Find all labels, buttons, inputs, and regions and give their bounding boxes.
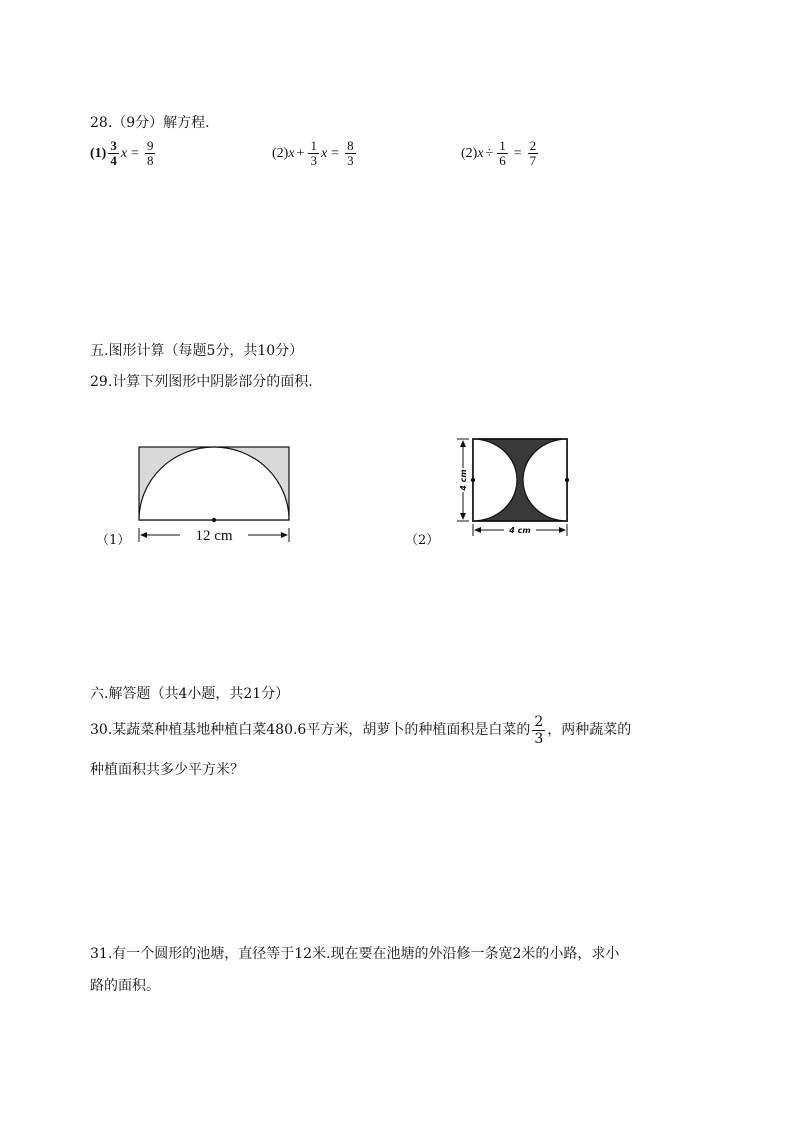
section5-title: 五.图形计算（每题5分，共10分） — [90, 343, 304, 359]
fig1-arrow-left — [140, 532, 147, 538]
eq1-rhs-num: 9 — [146, 138, 154, 153]
fig2-left-dot — [471, 478, 475, 482]
q29-title: 29.计算下列图形中阴影部分的面积. — [90, 374, 313, 390]
eq2-var1: x — [288, 145, 295, 161]
eq1-rhs-den: 8 — [146, 153, 154, 168]
fig2-horizontal-dimension: 4 cm — [509, 526, 531, 535]
eq1-frac-num: 3 — [110, 138, 117, 153]
eq2-fraction — [308, 139, 319, 168]
fig2-arrow-left — [474, 527, 481, 533]
figure-1 — [132, 440, 298, 546]
fig2-right-dot — [565, 478, 569, 482]
eq1-rhs — [145, 139, 156, 168]
eq2-frac-num: 1 — [310, 138, 317, 153]
eq2-rhs-den: 3 — [347, 153, 354, 168]
fig1-center-dot — [212, 518, 216, 522]
eq3-label: (2) — [461, 145, 478, 161]
fig2-vertical-dimension: 4 cm — [459, 469, 468, 491]
eq3-rhs — [528, 139, 539, 168]
fig2-arrow-up — [460, 440, 466, 447]
q30-line1 — [90, 712, 631, 748]
q31-line1: 31.有一个圆形的池塘，直径等于12米.现在要在池塘的外沿修一条宽2米的小路，求小 — [90, 946, 620, 962]
figure-2 — [452, 432, 576, 540]
eq3-div: ÷ — [485, 145, 494, 161]
eq3-equals: = — [513, 145, 522, 161]
fig2-arrow-down — [460, 513, 466, 520]
q30-text-pre: 30.某蔬菜种植基地种植白菜480.6平方米，胡萝卜的种植面积是白菜的 — [90, 722, 531, 738]
fig2-label: （2） — [405, 533, 440, 548]
eq3-var: x — [477, 145, 484, 161]
q30-frac-num: 2 — [534, 713, 544, 730]
eq2-rhs — [345, 139, 356, 168]
eq1-equals: = — [131, 145, 139, 161]
eq2-label: (2) — [272, 145, 289, 161]
eq3-frac-num: 1 — [499, 138, 506, 153]
q30-text-post: ，两种蔬菜的 — [547, 722, 632, 738]
eq1-label: (1) — [90, 145, 107, 161]
fig2-arrow-right — [559, 527, 566, 533]
eq2-frac-den: 3 — [310, 153, 317, 168]
eq1-var: x — [120, 145, 128, 161]
eq3-fraction — [497, 139, 508, 168]
eq3-frac-den: 6 — [499, 153, 506, 168]
fig1-dimension-label: 12 cm — [195, 528, 233, 544]
section6-title: 六.解答题（共4小题，共21分） — [90, 686, 290, 702]
equation-1 — [90, 139, 157, 168]
eq2-plus: + — [296, 145, 305, 161]
eq3-rhs-den: 7 — [529, 153, 537, 168]
q30-fraction — [532, 714, 545, 747]
eq3-rhs-num: 2 — [529, 138, 537, 153]
eq1-frac-den: 4 — [110, 153, 117, 168]
eq2-equals: = — [331, 145, 340, 161]
q30-line2: 种植面积共多少平方米？ — [90, 762, 244, 778]
q28-title: 28.（9分）解方程. — [90, 115, 210, 131]
fig1-label: （1） — [96, 533, 131, 548]
fig1-arrow-right — [281, 532, 288, 538]
q30-frac-den: 3 — [534, 730, 544, 747]
eq2-var2: x — [320, 145, 328, 161]
eq1-fraction — [108, 139, 119, 168]
equation-2 — [272, 139, 358, 168]
eq2-rhs-num: 8 — [347, 138, 354, 153]
q31-line2: 路的面积。 — [90, 978, 160, 994]
equation-3 — [461, 139, 540, 168]
